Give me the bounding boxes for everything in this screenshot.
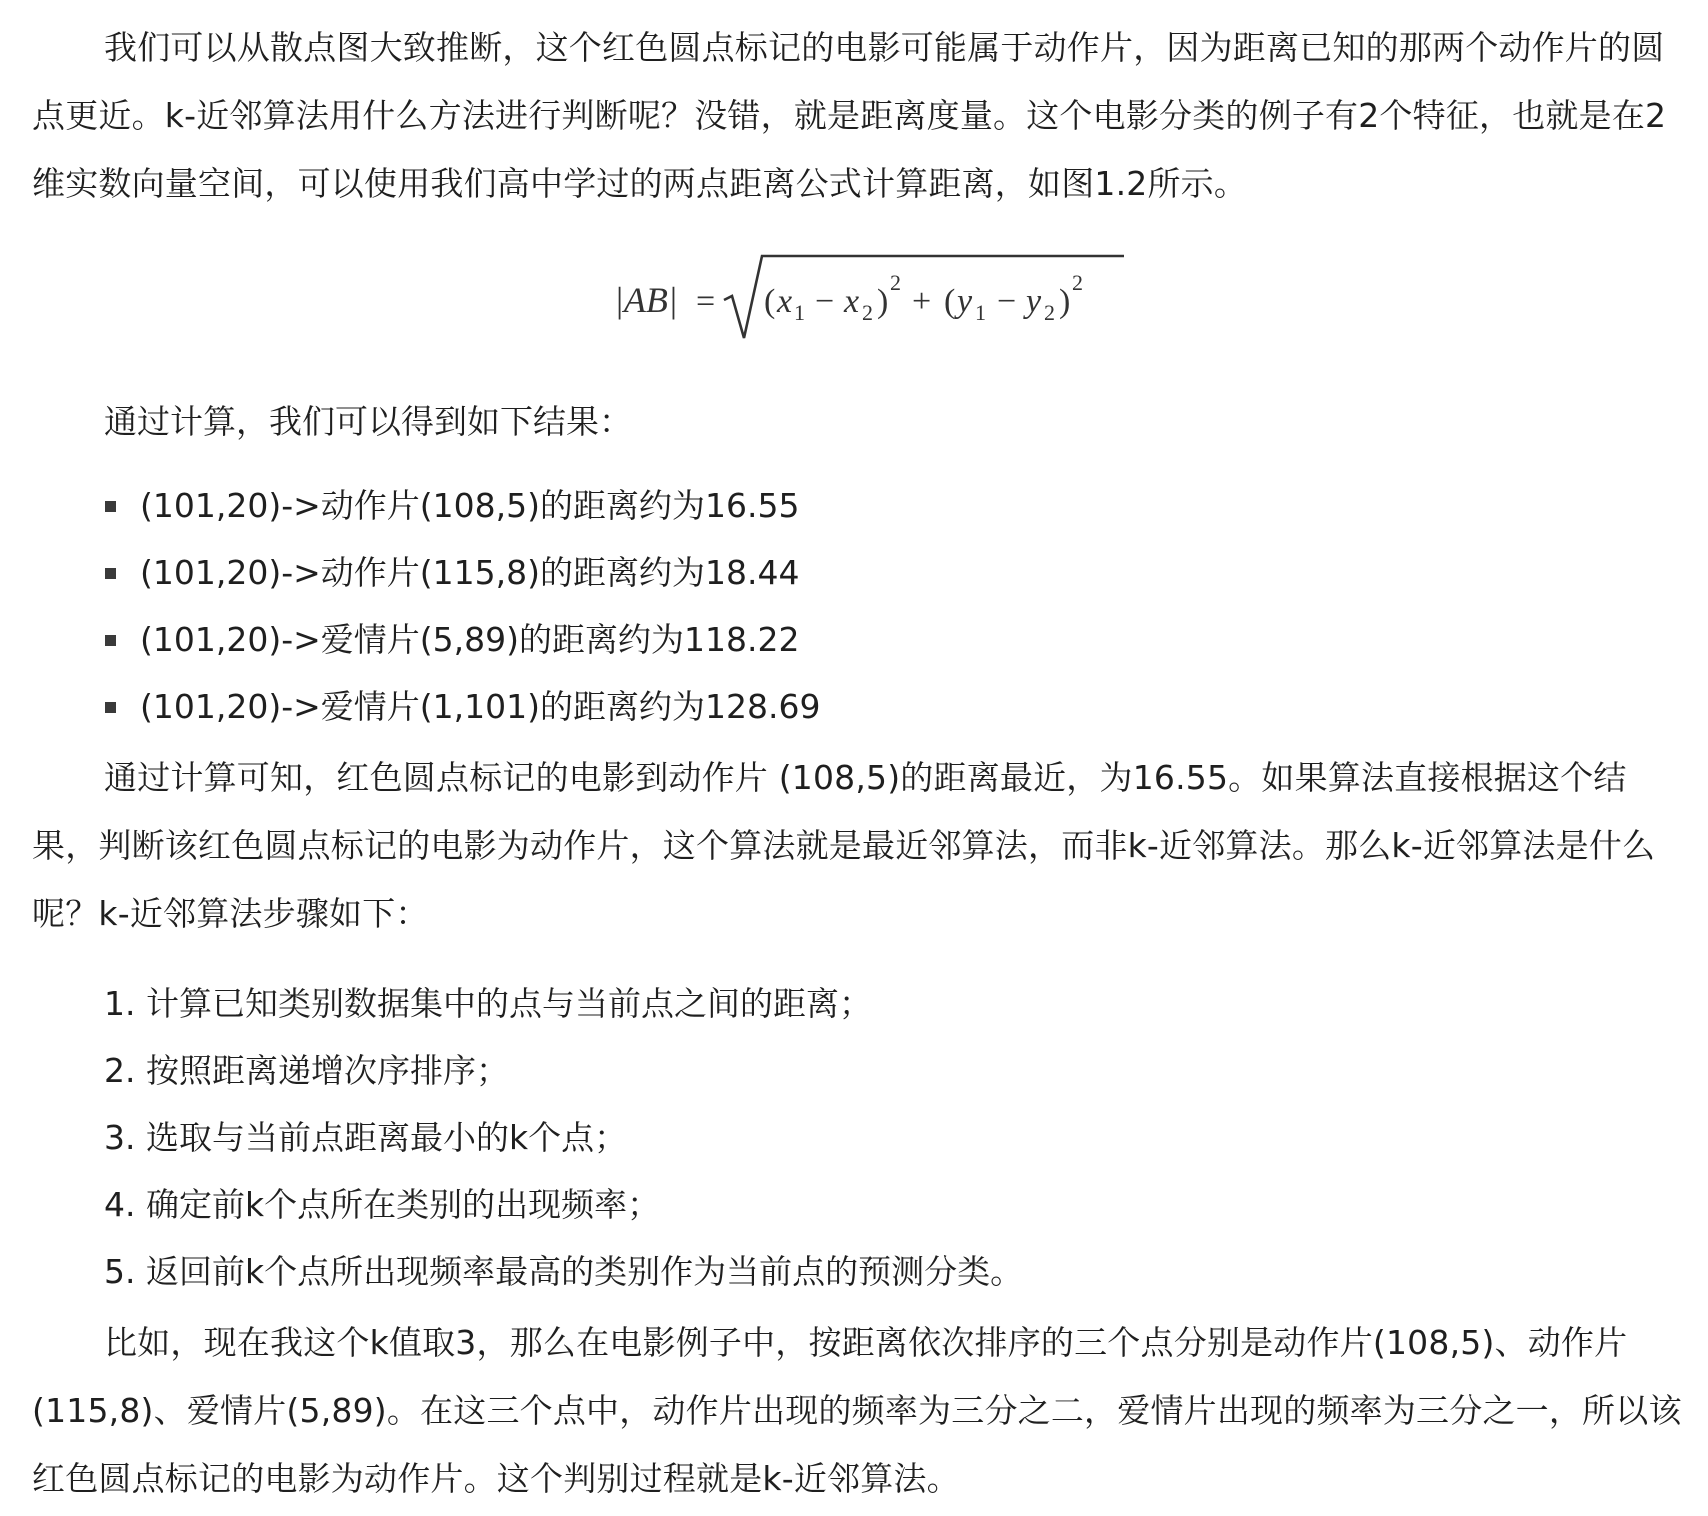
article-body — [32, 14, 1682, 1513]
step-text: 选取与当前点距离最小的k个点； — [146, 1118, 628, 1157]
step-number: 2. — [104, 1051, 136, 1090]
step-item — [104, 1171, 1682, 1238]
formula-x1-sub: 1 — [794, 300, 805, 325]
step-text: 确定前k个点所在类别的出现频率； — [146, 1185, 661, 1224]
formula-exp-2: 2 — [1072, 270, 1083, 295]
formula-x1: x — [777, 283, 793, 320]
formula-lparen-1: ( — [764, 283, 776, 320]
formula-lparen-2: ( — [944, 283, 956, 320]
step-number: 1. — [104, 984, 136, 1023]
step-text: 按照距离递增次序排序； — [146, 1051, 509, 1090]
step-number: 5. — [104, 1252, 136, 1291]
list-item — [104, 606, 1682, 673]
list-item — [104, 472, 1682, 539]
step-item — [104, 1238, 1682, 1305]
bullet-square-icon — [105, 635, 116, 646]
calc-lead-paragraph: 通过计算，我们可以得到如下结果： — [104, 402, 632, 441]
step-text: 计算已知类别数据集中的点与当前点之间的距离； — [146, 984, 872, 1023]
distance-text: (101,20)->动作片(115,8)的距离约为18.44 — [140, 553, 800, 592]
step-item — [104, 1037, 1682, 1104]
step-item — [104, 1104, 1682, 1171]
formula-exp-1: 2 — [890, 270, 901, 295]
formula-equals: = — [696, 283, 716, 320]
formula-y1-sub: 1 — [975, 300, 986, 325]
step-number: 3. — [104, 1118, 136, 1157]
formula-y1: y — [957, 283, 973, 320]
formula-minus-2: − — [997, 283, 1017, 320]
bullet-square-icon — [105, 568, 116, 579]
formula-plus: + — [912, 283, 932, 320]
algorithm-steps — [32, 970, 1682, 1305]
step-item — [104, 970, 1682, 1037]
step-number: 4. — [104, 1185, 136, 1224]
distance-list — [32, 472, 1682, 740]
formula-x2-sub: 2 — [862, 300, 873, 325]
intro-paragraph: 我们可以从散点图大致推断，这个红色圆点标记的电影可能属于动作片，因为距离已知的那两个动作片的圆点更近。k-近邻算法用什么方法进行判断呢？没错，就是距离度量。这个电影分类的例子有2个特征，也就是在2维实数向量空间，可以使用我们高中学过的两点距离公式计算距离，如图1.2所示。 — [32, 28, 1667, 203]
step-text: 返回前k个点所出现频率最高的类别作为当前点的预测分类。 — [146, 1252, 1024, 1291]
bullet-square-icon — [105, 501, 116, 512]
distance-text: (101,20)->动作片(108,5)的距离约为16.55 — [140, 486, 800, 525]
example-paragraph: 比如，现在我这个k值取3，那么在电影例子中，按距离依次排序的三个点分别是动作片(108,5)、动作片(115,8)、爱情片(5,89)。在这三个点中，动作片出现的频率为三分之二，爱情片出现的频率为三分之一，所以该红色圆点标记的电影为动作片。这个判别过程就是k-近邻算法。 — [32, 1323, 1682, 1498]
list-item — [104, 539, 1682, 606]
list-item — [104, 673, 1682, 740]
formula-lhs: |AB| — [614, 280, 678, 320]
result-paragraph: 通过计算可知，红色圆点标记的电影到动作片 (108,5)的距离最近，为16.55。如果算法直接根据这个结果，判断该红色圆点标记的电影为动作片，这个算法就是最近邻算法，而非k-近邻算法。那么k-近邻算法是什么呢？k-近邻算法步骤如下： — [32, 758, 1656, 933]
formula-y2-sub: 2 — [1044, 300, 1055, 325]
formula-rparen-1: ) — [877, 283, 889, 320]
bullet-square-icon — [105, 702, 116, 713]
distance-text: (101,20)->爱情片(1,101)的距离约为128.69 — [140, 687, 821, 726]
formula-y2: y — [1026, 283, 1042, 320]
formula-minus-1: − — [815, 283, 835, 320]
formula-block — [32, 218, 1682, 388]
distance-formula — [612, 246, 1132, 356]
formula-x2: x — [844, 283, 860, 320]
distance-text: (101,20)->爱情片(5,89)的距离约为118.22 — [140, 620, 800, 659]
formula-rparen-2: ) — [1059, 283, 1071, 320]
